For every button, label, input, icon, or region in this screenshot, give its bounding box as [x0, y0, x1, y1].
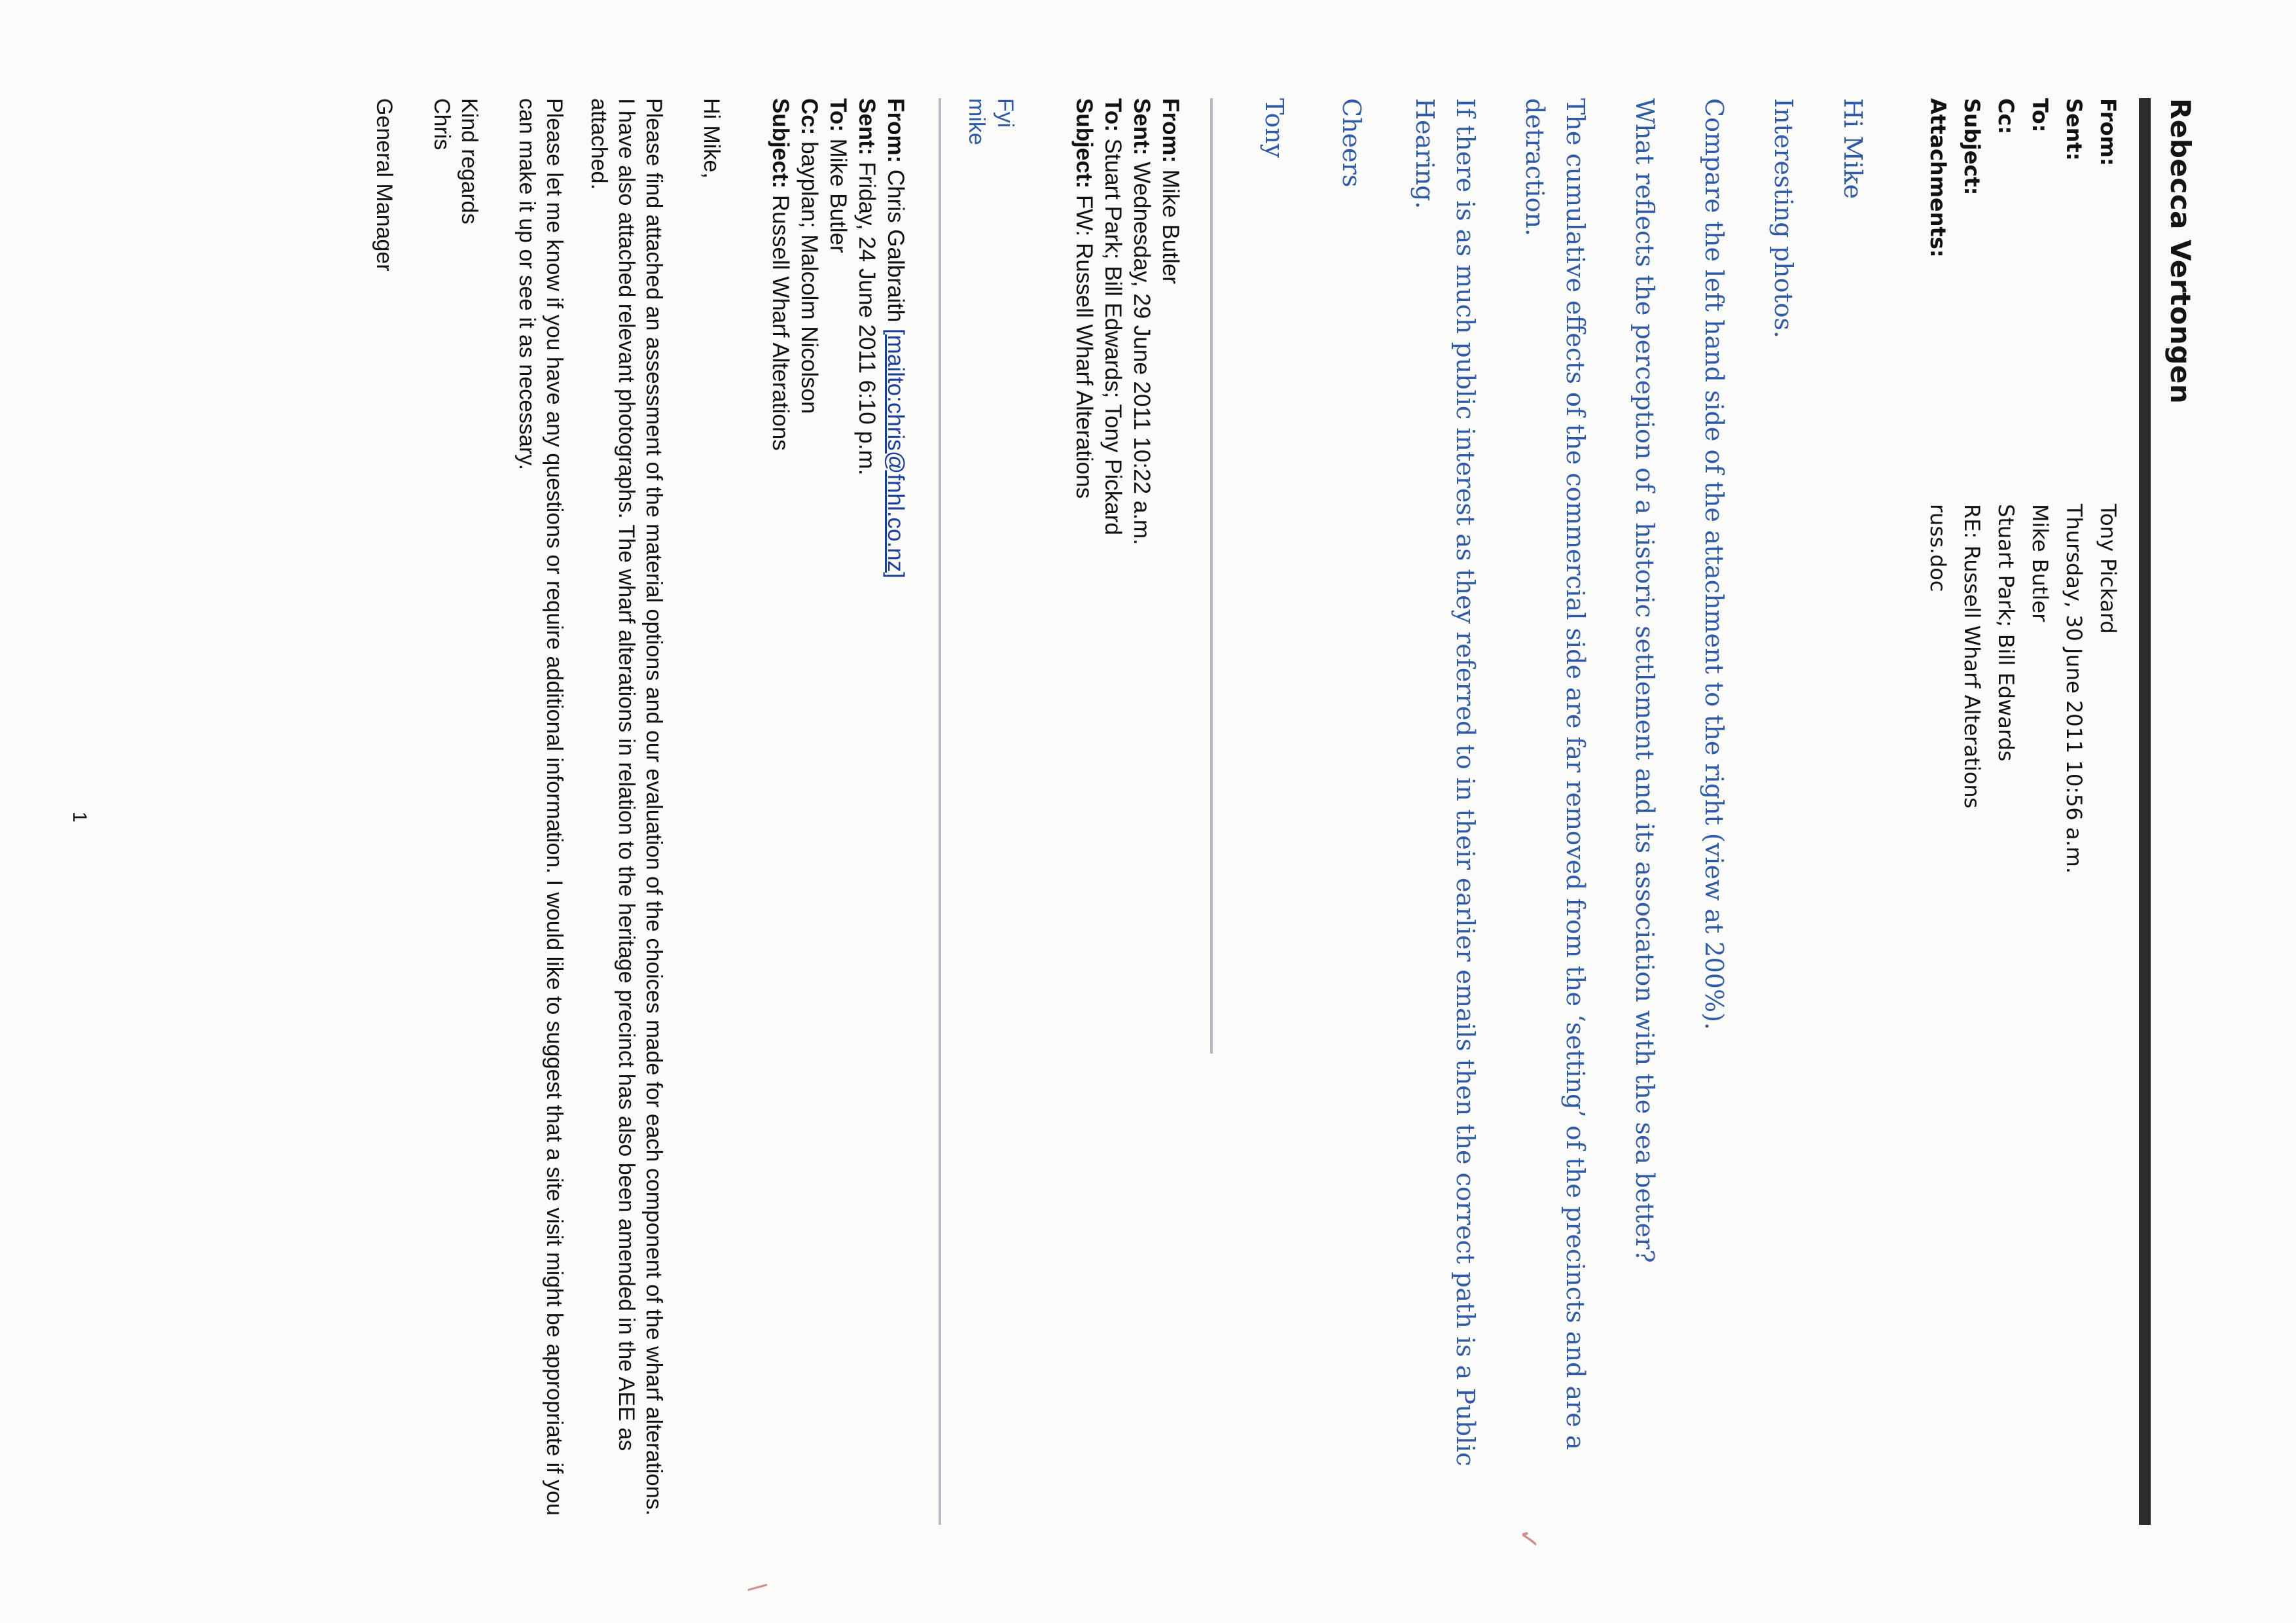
reply-paragraph: Interesting photos.: [1769, 98, 1798, 339]
header-to-row: [2018, 98, 2053, 874]
header-label: From:: [2096, 98, 2121, 166]
forward-note-signature: mike: [964, 98, 989, 145]
reply-name: Tony: [1260, 98, 1289, 158]
original-cc-line: Cc: bayplan; Malcolm Nicolson: [797, 98, 822, 414]
reply-signoff: Cheers: [1337, 98, 1366, 188]
attachment-filename: russ.doc: [1926, 504, 1950, 592]
original-to-line: To: Mike Butler: [825, 98, 851, 253]
reply-paragraph: The cumulative effects of the commercial side are far removed from the ‘setting’ of the precincts and are a detraction.: [1520, 98, 1590, 1450]
header-label: Subject:: [1960, 98, 1984, 196]
header-label: Cc:: [1994, 98, 2018, 135]
forward-note: [962, 98, 1020, 145]
original-paragraph: Please let me know if you have any questions or require additional information. I would like to suggest that a site visit might be appropriate if you can make it up or see it as necessary.: [514, 98, 567, 1516]
original-sent-line: Sent: Friday, 24 June 2011 6:10 p.m.: [854, 98, 880, 476]
mailbox-owner-name: Rebecca Vertongen: [2164, 98, 2197, 404]
original-signature-name: Chris: [429, 98, 454, 151]
reply-paragraph: If there is as much public interest as they referred to in their earlier emails then the correct path is a Public Hearing.: [1410, 98, 1480, 1467]
pen-mark: \: [742, 1584, 771, 1592]
header-value: Mike Butler: [2028, 504, 2053, 622]
header-attachments-row: [1916, 98, 1950, 874]
original-signature-title: General Manager: [372, 98, 397, 272]
header-label: To:: [2028, 98, 2053, 133]
header-label: Attachments:: [1926, 98, 1950, 258]
original-paragraph: Please find attached an assessment of the material options and our evaluation of the choices made for each component of the wharf alterations. I have also attached relevant photographs. The wharf alterations in relation to the heritage precinct has also been amended in the AEE as attached.: [586, 98, 666, 1516]
divider: [1210, 98, 1213, 1054]
header-from-row: [2087, 98, 2121, 874]
forward-header: [1069, 98, 1185, 545]
header-value: RE: Russell Wharf Alterations: [1960, 504, 1984, 809]
reply-paragraph: Compare the left hand side of the attachment to the right (view at 200%).: [1700, 98, 1729, 1030]
forward-from-line: From: Mike Butler: [1158, 98, 1183, 284]
email-header: [1916, 98, 2121, 874]
header-label: Sent:: [2062, 98, 2087, 161]
reply-greeting: Hi Mike: [1839, 98, 1867, 199]
original-greeting: Hi Mike,: [699, 98, 724, 179]
sender-email-link[interactable]: [mailto:chris@fnhl.co.nz]: [883, 329, 908, 579]
page-number: 1: [69, 812, 90, 823]
original-signoff: Kind regards: [457, 98, 482, 224]
header-value: Stuart Park; Bill Edwards: [1994, 504, 2018, 762]
forward-sent-line: Sent: Wednesday, 29 June 2011 10:22 a.m.: [1129, 98, 1155, 545]
header-sent-row: [2053, 98, 2087, 874]
pen-mark: ✓: [1514, 1528, 1543, 1550]
owner-underline: [2139, 98, 2151, 1525]
header-value: Tony Pickard: [2096, 504, 2121, 634]
divider: [939, 98, 941, 1525]
header-subject-row: [1950, 98, 1984, 874]
header-cc-row: [1984, 98, 2018, 874]
reply-paragraph: What reflects the perception of a historic settlement and its association with the sea better?: [1630, 98, 1659, 1263]
original-header: [766, 98, 910, 579]
original-subject-line: Subject: Russell Wharf Alterations: [768, 98, 793, 451]
forward-to-line: To: Stuart Park; Bill Edwards; Tony Pickard: [1100, 98, 1126, 535]
header-value: Thursday, 30 June 2011 10:56 a.m.: [2062, 504, 2087, 874]
forward-note-line: Fyi: [993, 98, 1018, 128]
original-from-line: From: Chris Galbraith [mailto:chris@fnhl.co.nz]: [883, 98, 908, 579]
forward-subject-line: Subject: FW: Russell Wharf Alterations: [1071, 98, 1097, 499]
